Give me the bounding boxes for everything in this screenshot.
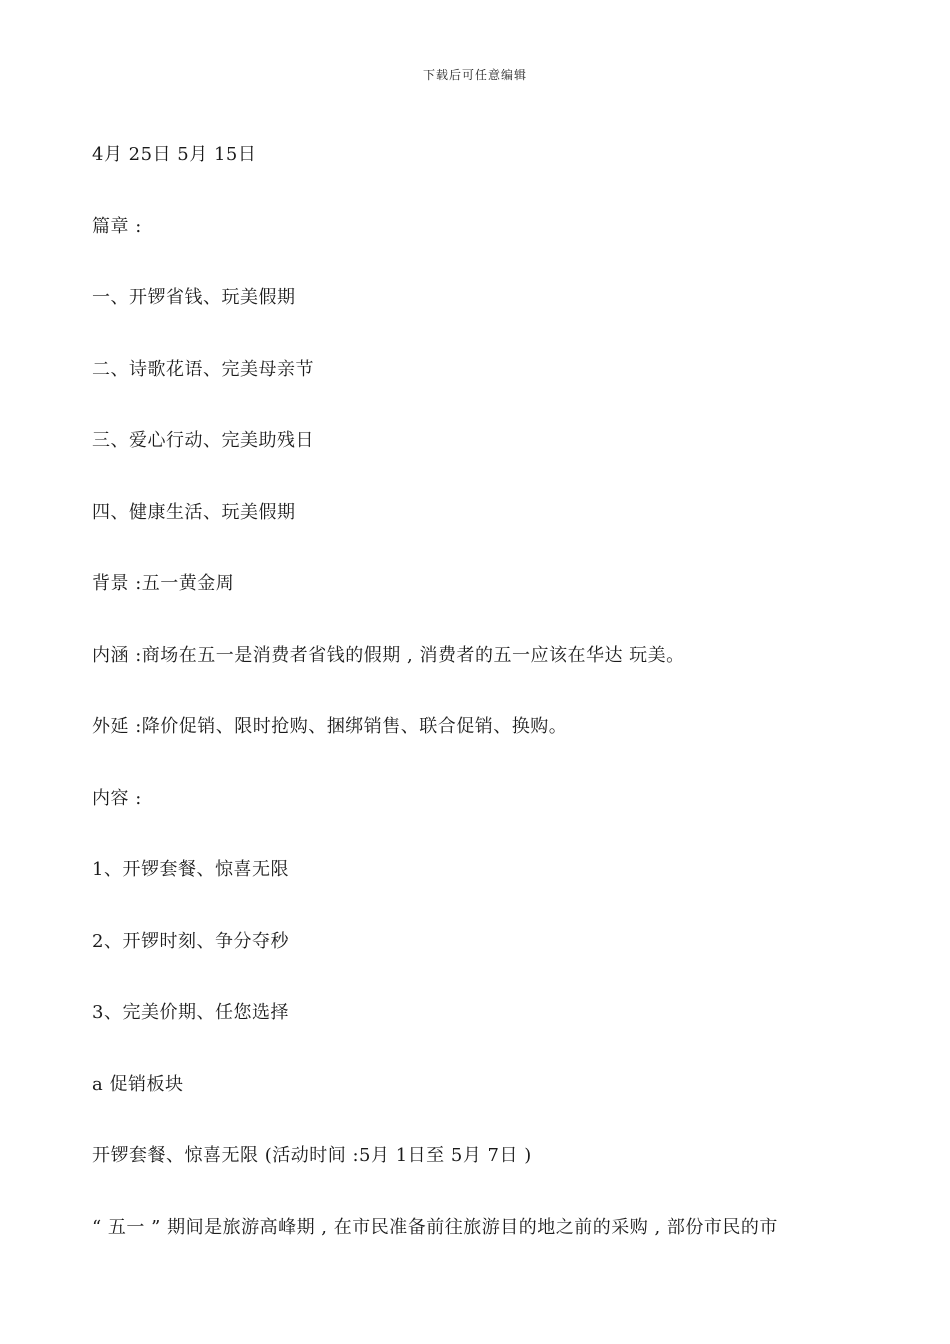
chapter-2: 二、诗歌花语、完美母亲节 [92,359,314,380]
content-item-3: 3、完美价期、任您选择 [92,1002,289,1023]
page-header: 下载后可任意编辑 [422,68,527,82]
chapter-4: 四、健康生活、玩美假期 [92,502,296,523]
content-item-1: 1、开锣套餐、惊喜无限 [92,859,289,880]
activity-title: 开锣套餐、惊喜无限 (活动时间 :5月 1日至 5月 7日 ) [92,1145,532,1166]
body-paragraph: “ 五一 ” 期间是旅游高峰期 , 在市民准备前往旅游目的地之前的采购 , 部份市民的市 [92,1217,778,1238]
chapter-3: 三、爱心行动、完美助残日 [92,430,314,451]
chapters-heading: 篇章 : [92,216,142,237]
date-range-line: 4月 25日 5月 15日 [92,144,257,165]
content-heading: 内容 : [92,788,142,809]
connotation-line: 内涵 :商场在五一是消费者省钱的假期 , 消费者的五一应该在华达 玩美。 [92,645,685,666]
content-item-2: 2、开锣时刻、争分夺秒 [92,931,289,952]
background-line: 背景 :五一黄金周 [92,573,235,594]
chapter-1: 一、开锣省钱、玩美假期 [92,287,296,308]
section-a-heading: a 促销板块 [92,1074,184,1095]
extension-line: 外延 :降价促销、限时抢购、捆绑销售、联合促销、换购。 [92,716,568,737]
